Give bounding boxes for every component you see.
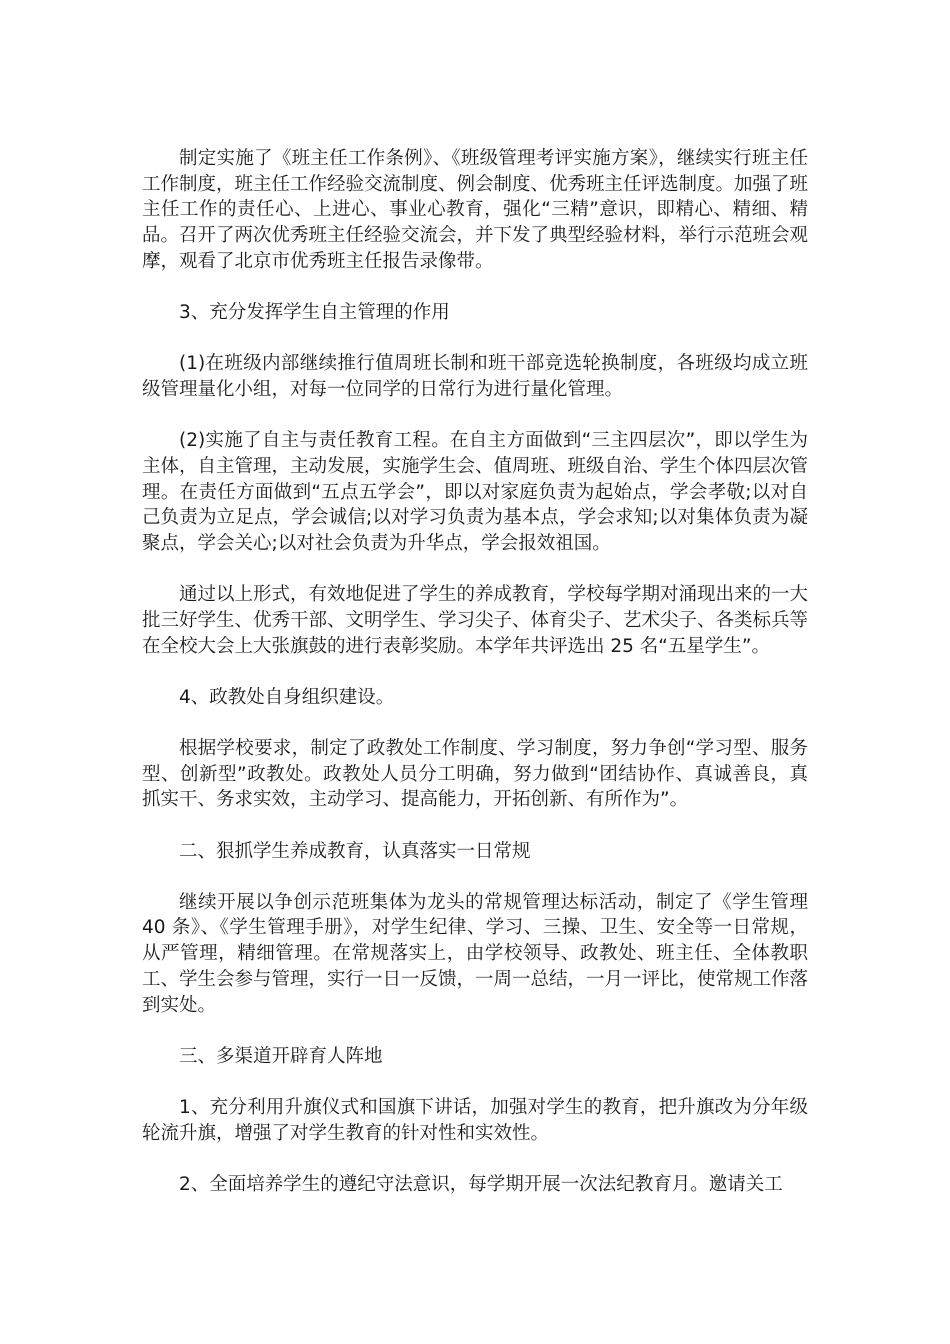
paragraph-autonomy-responsibility: (2)实施了自主与责任教育工程。在自主方面做到“三主四层次”，即以学生为主体，自主管理，主动发展，实施学生会、值周班、班级自治、学生个体四层次管理。在责任方面做到“五点五学会”，即以对家庭负责为起始点，学会孝敬;以对自己负责为立足点，学会诚信;以对学习负责为基本点，学会求知;以对集体负责为凝聚点，学会关心;以对社会负责为升华点，学会报效祖国。 [142, 430, 809, 554]
paragraph-class-leader-rotation: (1)在班级内部继续推行值周班长制和班干部竞选轮换制度，各班级均成立班级管理量化小组，对每一位同学的日常行为进行量化管理。 [142, 353, 808, 400]
paragraph-commendation: 通过以上形式，有效地促进了学生的养成教育，学校每学期对涌现出来的一大批三好学生、优秀干部、文明学生、学习尖子、体育尖子、艺术尖子、各类标兵等在全校大会上大张旗鼓的进行表彰奖励。本学年共评选出 25 名“五星学生”。 [142, 584, 809, 657]
paragraph-office-system: 根据学校要求，制定了政教处工作制度、学习制度，努力争创“学习型、服务型、创新型”政教处。政教处人员分工明确，努力做到“团结协作、真诚善良，真抓实干、务求实效，主动学习、提高能力，开拓创新、有所作为”。 [142, 737, 808, 811]
paragraph-law-education: 2、全面培养学生的遵纪守法意识，每学期开展一次法纪教育月。邀请关工 [179, 1173, 783, 1195]
heading-student-self-management: 3、充分发挥学生自主管理的作用 [179, 302, 450, 324]
paragraph-class-teacher-system: 制定实施了《班主任工作条例》、《班级管理考评实施方案》，继续实行班主任工作制度，班主任工作经验交流制度、例会制度、优秀班主任评选制度。加强了班主任工作的责任心、上进心、事业心教育，强化“三精”意识，即精心、精细、精品。召开了两次优秀班主任经验交流会，并下发了典型经验材料，举行示范班会观摩，观看了北京市优秀班主任报告录像带。 [142, 148, 809, 272]
heading-office-organization: 4、政教处自身组织建设。 [179, 686, 395, 708]
paragraph-routine-management: 继续开展以争创示范班集体为龙头的常规管理达标活动，制定了《学生管理 40 条》、《学生管理手册》，对学生纪律、学习、三操、卫生、安全等一日常规，从严管理，精细管理。在常规落实上，由学校领导、政教处、班主任、全体教职工、学生会参与管理，实行一日一反馈，一周一总结，一月一评比，使常规工作落到实处。 [142, 891, 809, 1016]
paragraph-flag-raising: 1、充分利用升旗仪式和国旗下讲话，加强对学生的教育，把升旗改为分年级轮流升旗，增强了对学生教育的针对性和实效性。 [142, 1096, 808, 1144]
document-body [142, 146, 808, 1198]
heading-daily-routine: 二、狠抓学生养成教育，认真落实一日常规 [179, 840, 531, 862]
heading-education-channels: 三、多渠道开辟育人阵地 [179, 1045, 383, 1067]
